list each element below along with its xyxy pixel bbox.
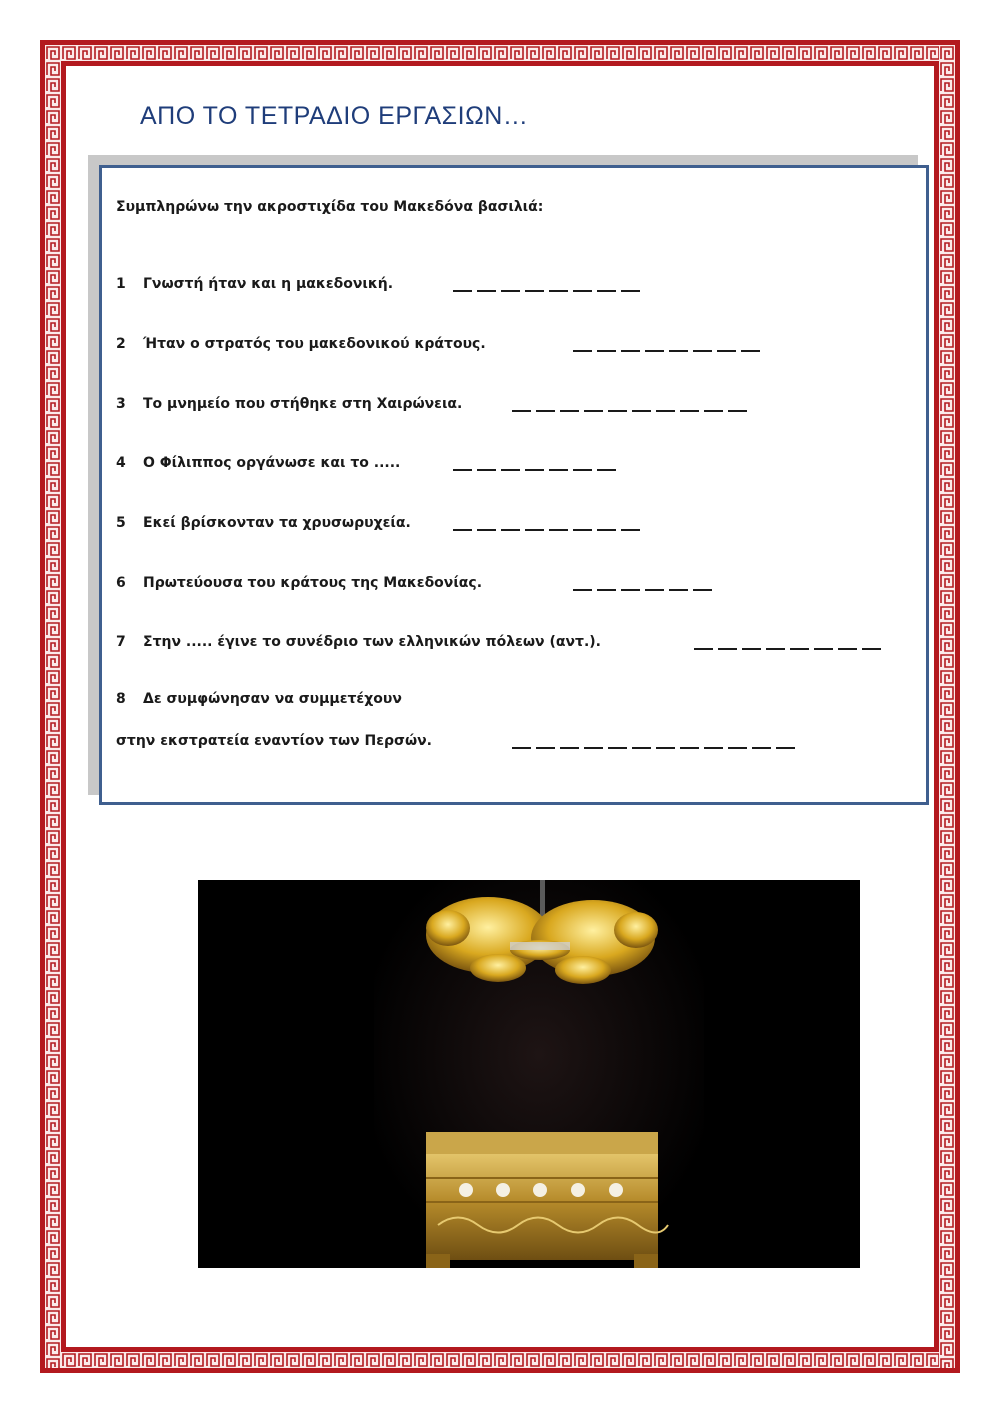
- letter-blank[interactable]: [453, 469, 472, 471]
- letter-blank[interactable]: [621, 350, 640, 352]
- answer-blanks-3[interactable]: [512, 403, 752, 419]
- letter-blank[interactable]: [669, 350, 688, 352]
- letter-blank[interactable]: [560, 410, 579, 412]
- letter-blank[interactable]: [525, 529, 544, 531]
- letter-blank[interactable]: [632, 410, 651, 412]
- meander-band-bottom: [45, 1352, 955, 1368]
- clue-number: 7: [116, 634, 126, 650]
- letter-blank[interactable]: [656, 747, 675, 749]
- clue-text: Δε συμφώνησαν να συμμετέχουν: [143, 691, 402, 707]
- letter-blank[interactable]: [453, 529, 472, 531]
- instruction-text: Συμπληρώνω την ακροστιχίδα του Μακεδόνα βασιλιά:: [116, 199, 544, 215]
- letter-blank[interactable]: [597, 350, 616, 352]
- clue-1: [116, 276, 393, 292]
- letter-blank[interactable]: [645, 350, 664, 352]
- letter-blank[interactable]: [656, 410, 675, 412]
- letter-blank[interactable]: [680, 747, 699, 749]
- letter-blank[interactable]: [693, 589, 712, 591]
- letter-blank[interactable]: [584, 410, 603, 412]
- answer-blanks-1[interactable]: [453, 283, 645, 299]
- clue-number: 6: [116, 575, 126, 591]
- letter-blank[interactable]: [717, 350, 736, 352]
- clue-text: Το μνημείο που στήθηκε στη Χαιρώνεια.: [143, 396, 463, 412]
- clue-text: Ο Φίλιππος οργάνωσε και το .....: [143, 455, 401, 471]
- letter-blank[interactable]: [814, 648, 833, 650]
- letter-blank[interactable]: [573, 529, 592, 531]
- letter-blank[interactable]: [742, 648, 761, 650]
- letter-blank[interactable]: [718, 648, 737, 650]
- letter-blank[interactable]: [608, 410, 627, 412]
- letter-blank[interactable]: [741, 350, 760, 352]
- letter-blank[interactable]: [512, 747, 531, 749]
- answer-blanks-6[interactable]: [573, 582, 717, 598]
- letter-blank[interactable]: [597, 290, 616, 292]
- letter-blank[interactable]: [536, 747, 555, 749]
- letter-blank[interactable]: [632, 747, 651, 749]
- vergina-treasure-photo: [198, 880, 860, 1268]
- letter-blank[interactable]: [477, 529, 496, 531]
- golden-wreath-and-larnax-icon: [198, 880, 860, 1268]
- letter-blank[interactable]: [693, 350, 712, 352]
- clue-number: 4: [116, 455, 126, 471]
- clue-number: 5: [116, 515, 126, 531]
- meander-band-right: [939, 45, 955, 1368]
- letter-blank[interactable]: [704, 747, 723, 749]
- letter-blank[interactable]: [728, 747, 747, 749]
- clue-5: [116, 515, 411, 531]
- letter-blank[interactable]: [790, 648, 809, 650]
- letter-blank[interactable]: [501, 529, 520, 531]
- clue-number: 1: [116, 276, 126, 292]
- clue-text: Πρωτεύουσα του κράτους της Μακεδονίας.: [143, 575, 483, 591]
- letter-blank[interactable]: [584, 747, 603, 749]
- clue-text: Στην ..... έγινε το συνέδριο των ελληνικών πόλεων (αντ.).: [143, 634, 601, 650]
- letter-blank[interactable]: [573, 350, 592, 352]
- clue-2: [116, 336, 486, 352]
- clue-text: Εκεί βρίσκονταν τα χρυσωρυχεία.: [143, 515, 411, 531]
- exercise-panel: [99, 165, 929, 805]
- letter-blank[interactable]: [862, 648, 881, 650]
- answer-blanks-7[interactable]: [694, 641, 886, 657]
- letter-blank[interactable]: [728, 410, 747, 412]
- clue-3: [116, 396, 462, 412]
- letter-blank[interactable]: [573, 290, 592, 292]
- letter-blank[interactable]: [501, 290, 520, 292]
- answer-blanks-5[interactable]: [453, 522, 645, 538]
- letter-blank[interactable]: [621, 529, 640, 531]
- meander-band-top: [45, 45, 955, 61]
- letter-blank[interactable]: [645, 589, 664, 591]
- letter-blank[interactable]: [694, 648, 713, 650]
- letter-blank[interactable]: [838, 648, 857, 650]
- letter-blank[interactable]: [501, 469, 520, 471]
- clue-number: 3: [116, 396, 126, 412]
- letter-blank[interactable]: [549, 529, 568, 531]
- answer-blanks-4[interactable]: [453, 462, 621, 478]
- letter-blank[interactable]: [573, 589, 592, 591]
- letter-blank[interactable]: [549, 469, 568, 471]
- clue-text-line2: στην εκστρατεία εναντίον των Περσών.: [116, 733, 432, 749]
- letter-blank[interactable]: [766, 648, 785, 650]
- clue-text: Ήταν ο στρατός του μακεδονικού κράτους.: [143, 336, 486, 352]
- letter-blank[interactable]: [597, 589, 616, 591]
- letter-blank[interactable]: [477, 290, 496, 292]
- letter-blank[interactable]: [621, 589, 640, 591]
- letter-blank[interactable]: [573, 469, 592, 471]
- clue-7: [116, 634, 601, 650]
- clue-number: 2: [116, 336, 126, 352]
- letter-blank[interactable]: [597, 529, 616, 531]
- clue-number: 8: [116, 691, 126, 707]
- page-title: ΑΠΟ ΤΟ ΤΕΤΡΑΔΙΟ ΕΡΓΑΣΙΩΝ…: [140, 102, 529, 130]
- answer-blanks-2[interactable]: [573, 343, 765, 359]
- letter-blank[interactable]: [560, 747, 579, 749]
- letter-blank[interactable]: [597, 469, 616, 471]
- clue-8-line2: [116, 733, 432, 749]
- answer-blanks-8[interactable]: [512, 740, 800, 756]
- letter-blank[interactable]: [549, 290, 568, 292]
- letter-blank[interactable]: [512, 410, 531, 412]
- meander-band-left: [45, 45, 61, 1368]
- letter-blank[interactable]: [525, 290, 544, 292]
- letter-blank[interactable]: [776, 747, 795, 749]
- clue-text: Γνωστή ήταν και η μακεδονική.: [143, 276, 394, 292]
- clue-6: [116, 575, 482, 591]
- letter-blank[interactable]: [704, 410, 723, 412]
- letter-blank[interactable]: [669, 589, 688, 591]
- letter-blank[interactable]: [621, 290, 640, 292]
- letter-blank[interactable]: [680, 410, 699, 412]
- clue-8: [116, 691, 402, 707]
- letter-blank[interactable]: [477, 469, 496, 471]
- letter-blank[interactable]: [525, 469, 544, 471]
- letter-blank[interactable]: [453, 290, 472, 292]
- letter-blank[interactable]: [608, 747, 627, 749]
- letter-blank[interactable]: [536, 410, 555, 412]
- clue-4: [116, 455, 400, 471]
- letter-blank[interactable]: [752, 747, 771, 749]
